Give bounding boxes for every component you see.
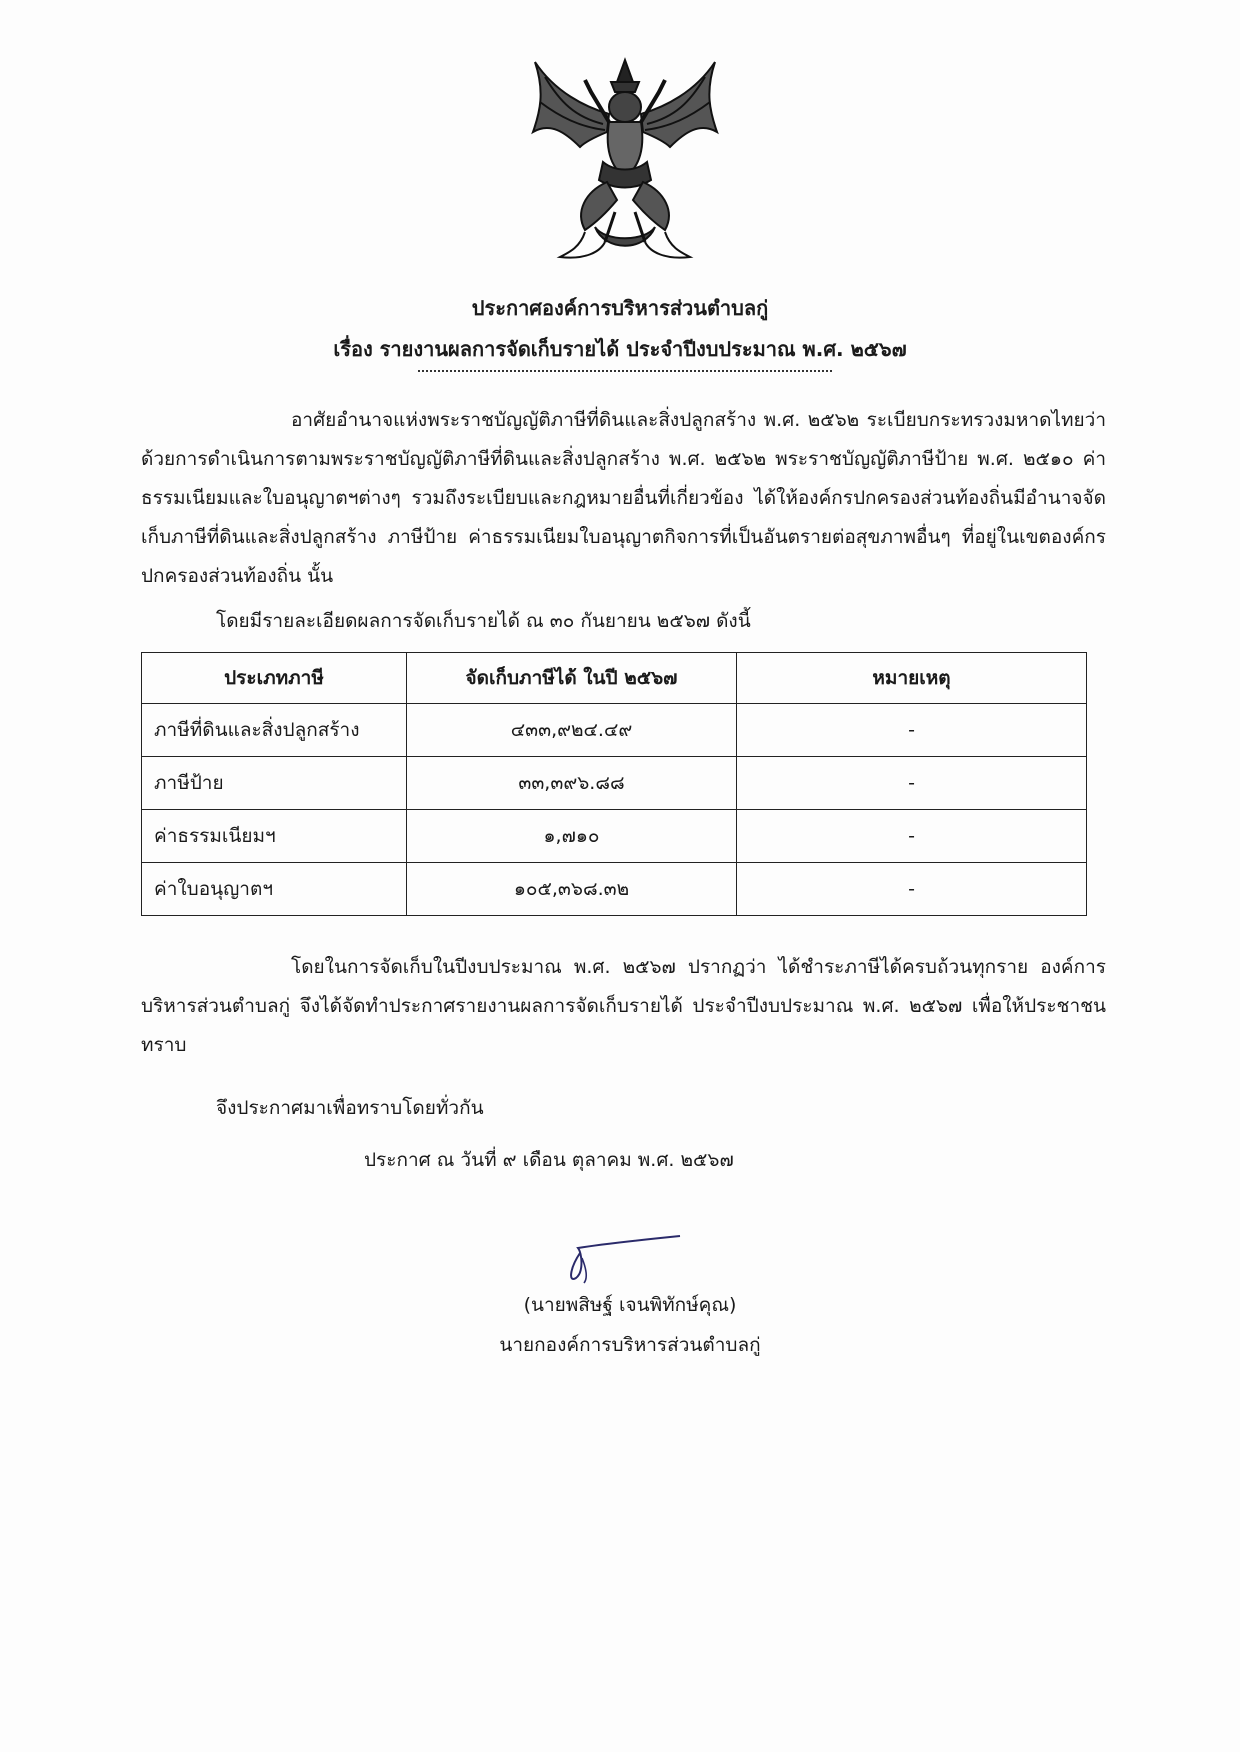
tax-type-cell: ภาษีที่ดินและสิ่งปลูกสร้าง <box>142 704 407 757</box>
table-row <box>142 810 1087 863</box>
note-cell: - <box>737 704 1087 757</box>
amount-cell: ๑,๗๑๐ <box>407 810 737 863</box>
note-cell: - <box>737 757 1087 810</box>
signatory-position: นายกองค์การบริหารส่วนตำบลกู่ <box>499 1334 761 1356</box>
handwritten-signature <box>560 1228 690 1288</box>
garuda-emblem-icon <box>525 52 725 267</box>
amount-cell: ๓๓,๓๙๖.๘๘ <box>407 757 737 810</box>
table-header-row <box>142 653 1087 704</box>
tax-type-cell: ภาษีป้าย <box>142 757 407 810</box>
amount-cell: ๔๓๓,๙๒๔.๔๙ <box>407 704 737 757</box>
tax-type-cell: ค่าใบอนุญาตฯ <box>142 863 407 916</box>
preamble-paragraph: อาศัยอำนาจแห่งพระราชบัญญัติภาษีที่ดินและสิ่งปลูกสร้าง พ.ศ. ๒๕๖๒ ระเบียบกระทรวงมหาดไทยว่าด้วยการดำเนินการตามพระราชบัญญัติภาษีที่ดินและสิ่งปลูกสร้าง พ.ศ. ๒๕๖๒ พระราชบัญญัติภาษีป้าย พ.ศ. ๒๕๑๐ ค่าธรรมเนียมและใบอนุญาตฯต่างๆ รวมถึงระเบียบและกฎหมายอื่นที่เกี่ยวข้อง ได้ให้องค์กรปกครองส่วนท้องถิ่นมีอำนาจจัดเก็บภาษีที่ดินและสิ่งปลูกสร้าง ภาษีป้าย ค่าธรรมเนียมใบอนุญาตกิจการที่เป็นอันตรายต่อสุขภาพอื่นๆ ที่อยู่ในเขตองค์กรปกครองส่วนท้องถิ่น นั้น <box>141 409 1106 587</box>
announcement-title: ประกาศองค์การบริหารส่วนตำบลกู่ <box>471 296 769 320</box>
note-cell: - <box>737 810 1087 863</box>
amount-cell: ๑๐๕,๓๖๘.๓๒ <box>407 863 737 916</box>
result-paragraph: โดยในการจัดเก็บในปีงบประมาณ พ.ศ. ๒๕๖๗ ปรากฏว่า ได้ชำระภาษีได้ครบถ้วนทุกราย องค์การบริหารส่วนตำบลกู่ จึงได้จัดทำประกาศรายงานผลการจัดเก็บรายได้ ประจำปีงบประมาณ พ.ศ. ๒๕๖๗ เพื่อให้ประชาชนทราบ <box>141 956 1106 1056</box>
table-row <box>142 704 1087 757</box>
announcement-date: ประกาศ ณ วันที่ ๙ เดือน ตุลาคม พ.ศ. ๒๕๖๗ <box>364 1149 734 1171</box>
closing-line: จึงประกาศมาเพื่อทราบโดยทั่วกัน <box>216 1097 484 1119</box>
header-note: หมายเหตุ <box>737 653 1087 704</box>
table-row <box>142 757 1087 810</box>
detail-intro-line: โดยมีรายละเอียดผลการจัดเก็บรายได้ ณ ๓๐ กันยายน ๒๕๖๗ ดังนี้ <box>216 610 751 632</box>
header-tax-type: ประเภทภาษี <box>142 653 407 704</box>
note-cell: - <box>737 863 1087 916</box>
announcement-subject: เรื่อง รายงานผลการจัดเก็บรายได้ ประจำปีงบประมาณ พ.ศ. ๒๕๖๗ <box>333 337 907 361</box>
tax-type-cell: ค่าธรรมเนียมฯ <box>142 810 407 863</box>
revenue-table <box>141 652 1087 916</box>
dotted-divider <box>418 370 832 372</box>
signatory-name: (นายพสิษฐ์ เจนพิทักษ์คุณ) <box>523 1294 737 1316</box>
table-row <box>142 863 1087 916</box>
header-amount: จัดเก็บภาษีได้ ในปี ๒๕๖๗ <box>407 653 737 704</box>
